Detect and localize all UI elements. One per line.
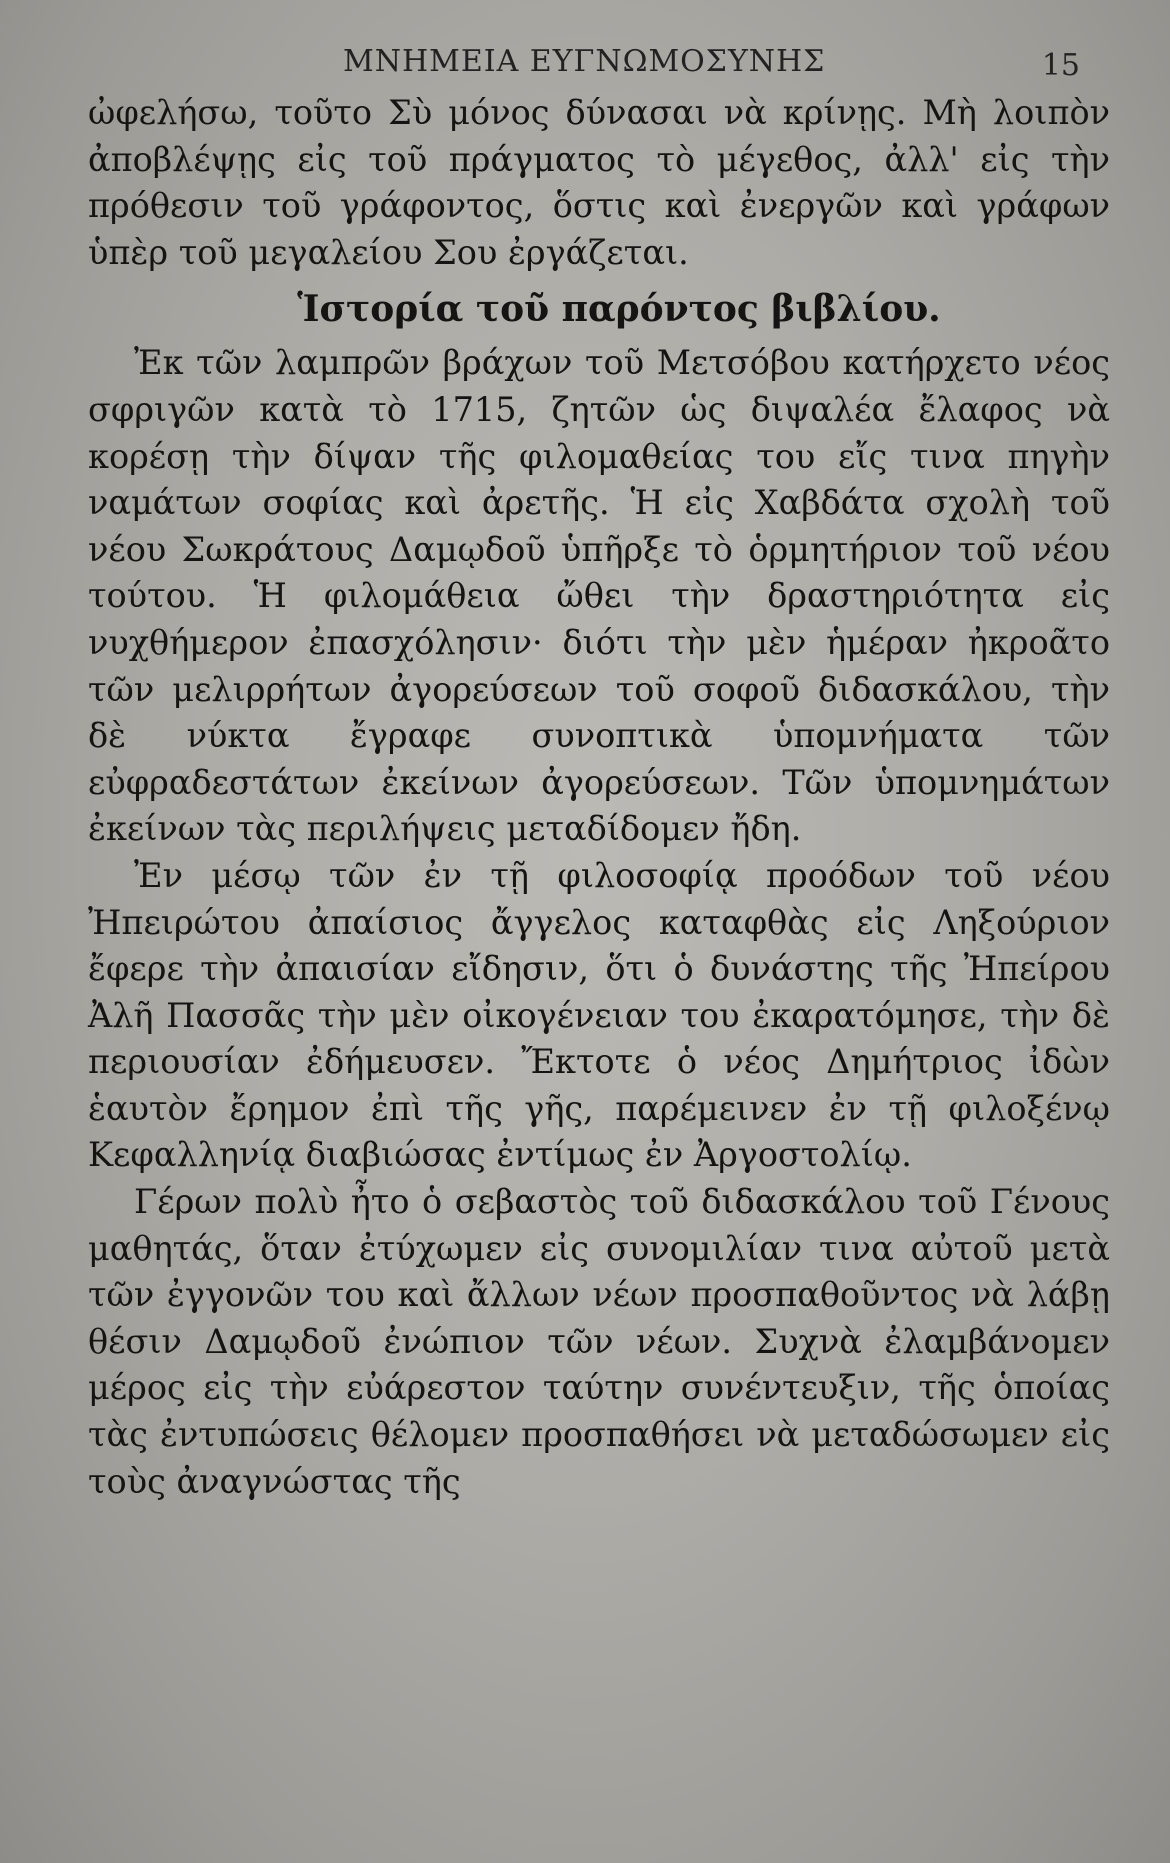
paragraph-intro-continuation: ὠφελήσω, τοῦτο Σὺ μόνος δύνασαι νὰ κρίνῃς. Μὴ λοιπὸν ἀποβλέψῃς εἰς τοῦ πράγματος τὸ μέγεθος, ἀλλ' εἰς τὴν πρόθεσιν τοῦ γράφοντος, ὅστις καὶ ἐνεργῶν καὶ γράφων ὑπὲρ τοῦ μεγαλείου Σου ἐργάζεται.	[88, 93, 1110, 272]
paragraph-epirus: Ἐν μέσῳ τῶν ἐν τῇ φιλοσοφίᾳ προόδων τοῦ νέου Ἠπειρώτου ἀπαίσιος ἄγγελος καταφθὰς εἰς Ληξούριον ἔφερε τὴν ἀπαισίαν εἴδησιν, ὅτι ὁ δυνάστης τῆς Ἠπείρου Ἀλῆ Πασσᾶς τὴν μὲν οἰκογένειαν του ἐκαρατόμησε, τὴν δὲ περιουσίαν ἐδήμευσεν. Ἔκτοτε ὁ νέος Δημήτριος ἰδὼν ἑαυτὸν ἔρημον ἐπὶ τῆς γῆς, παρέμεινεν ἐν τῇ φιλοξένῳ Κεφαλληνίᾳ διαβιώσας ἐντίμως ἐν Ἀργοστολίῳ.	[88, 855, 1110, 1175]
page-number: 15	[1041, 48, 1080, 83]
section-heading: Ἱστορία τοῦ παρόντος βιβλίου.	[297, 288, 941, 331]
paragraph-metsovo: Ἐκ τῶν λαμπρῶν βράχων τοῦ Μετσόβου κατήρχετο νέος σφριγῶν κατὰ τὸ 1715, ζητῶν ὡς διψαλέα ἔλαφος νὰ κορέσῃ τὴν δίψαν τῆς φιλομαθείας του εἴς τινα πηγὴν ναμάτων σοφίας καὶ ἀρετῆς. Ἡ εἰς Χαβδάτα σχολὴ τοῦ νέου Σωκράτους Δαμῳδοῦ ὑπῆρξε τὸ ὁρμητήριον τοῦ νέου τούτου. Ἡ φιλομάθεια ὤθει τὴν δραστηριότητα εἰς νυχθήμερον ἐπασχόλησιν· διότι τὴν μὲν ἡμέραν ἠκροᾶτο τῶν μελιρρήτων ἀγορεύσεων τοῦ σοφοῦ διδασκάλου, τὴν δὲ νύκτα ἔγραφε συνοπτικὰ ὑπομνήματα τῶν εὐφραδεστάτων ἐκείνων ἀγορεύσεων. Τῶν ὑπομνημάτων ἐκείνων τὰς περιλήψεις μεταδίδομεν ἤδη.	[88, 343, 1110, 849]
paragraph-elder: Γέρων πολὺ ἦτο ὁ σεβαστὸς τοῦ διδασκάλου τοῦ Γένους μαθητάς, ὅταν ἐτύχωμεν εἰς συνομιλίαν τινα αὐτοῦ μετὰ τῶν ἐγγονῶν του καὶ ἄλλων νέων προσπαθοῦντος νὰ λάβῃ θέσιν Δαμῳδοῦ ἐνώπιον τῶν νέων. Συχνὰ ἐλαμβάνομεν μέρος εἰς τὴν εὐάρεστον ταύτην συνέντευξιν, τῆς ὁποίας τὰς ἐντυπώσεις θέλομεν προσπαθήσει νὰ μεταδώσωμεν εἰς τοὺς ἀναγνώστας τῆς	[88, 1182, 1110, 1501]
running-head: ΜΝΗΜΕΙΑ ΕΥΓΝΩΜΟΣΥΝΗΣ	[343, 44, 826, 79]
page-header	[88, 36, 1110, 88]
page-body	[88, 90, 1110, 1505]
